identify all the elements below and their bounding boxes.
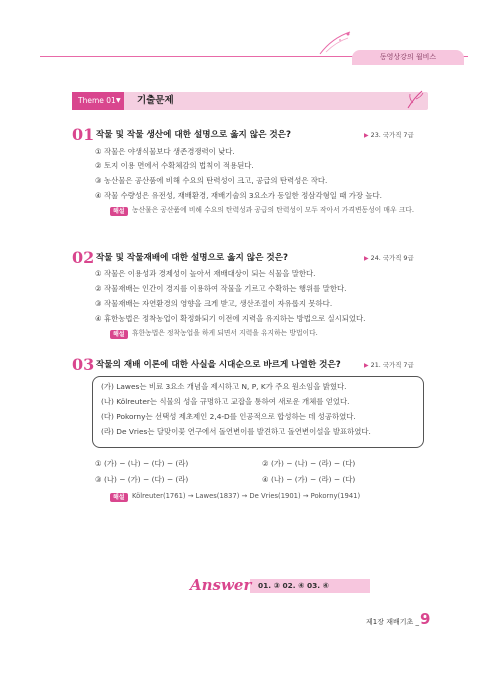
explanation-tag: 해설 bbox=[110, 329, 128, 338]
question-source: ▶ 21. 국가직 7급 bbox=[364, 361, 414, 369]
triangle-icon: ▼ bbox=[116, 97, 121, 104]
question-text: 작물 및 작물재배에 대한 설명으로 옳지 않은 것은? bbox=[96, 253, 288, 263]
option: ④ (나) − (가) − (라) − (다) bbox=[262, 475, 356, 484]
question-text: 작물 및 작물 생산에 대한 설명으로 옳지 않은 것은? bbox=[96, 130, 291, 140]
option: ③ (나) − (가) − (다) − (라) bbox=[95, 475, 189, 484]
explanation-tag: 해설 bbox=[110, 492, 128, 501]
question-text: 작물의 재배 이론에 대한 사실을 시대순으로 바르게 나열한 것은? bbox=[96, 360, 341, 370]
question-number: 03 bbox=[72, 355, 95, 374]
option: ② 작물재배는 인간이 경지를 이용하여 작물을 기르고 수확하는 행위를 말한다. bbox=[95, 284, 347, 293]
option: ③ 농산물은 공산품에 비해 수요의 탄력성이 크고, 공급의 탄력성은 작다. bbox=[95, 176, 328, 185]
question-source: ▶ 23. 국가직 7급 bbox=[364, 131, 414, 139]
option: ① (가) − (나) − (다) − (라) bbox=[95, 459, 189, 468]
explanation: 휴한농법은 정착농업을 하게 되면서 지력을 유지하는 방법이다. bbox=[132, 329, 318, 337]
answer-text: 01. ③ 02. ④ 03. ④ bbox=[258, 581, 329, 590]
answer-label: Answer bbox=[190, 576, 252, 594]
statement: (나) Kölreuter는 식물의 성을 규명하고 교잡을 통하여 새로운 개체를 얻었다. bbox=[101, 397, 350, 406]
option: ① 작물은 이용성과 경제성이 높아서 재배대상이 되는 식물을 말한다. bbox=[95, 269, 316, 278]
explanation-tag: 해설 bbox=[110, 206, 128, 215]
option: ④ 휴한농법은 정착농업이 확정화되기 이전에 지력을 유지하는 방법으로 실시되었다. bbox=[95, 314, 366, 323]
theme-title: 기출문제 bbox=[137, 95, 174, 106]
book-title: 동영상강의 월비스 bbox=[352, 50, 464, 65]
triangle-right-icon: ▶ bbox=[364, 132, 369, 139]
option: ④ 작물 수량성은 유전성, 재배환경, 재배기술의 3요소가 동일한 정삼각형일 때 가장 높다. bbox=[95, 191, 382, 200]
page-number: 9 bbox=[420, 610, 431, 628]
statement: (라) De Vries는 달맞이꽃 연구에서 돌연변이를 발견하고 돌연변이설을 발표하였다. bbox=[101, 427, 371, 436]
question-number: 02 bbox=[72, 248, 95, 267]
explanation: 농산물은 공산품에 비해 수요의 탄력성과 공급의 탄력성이 모두 작아서 가격변동성이 매우 크다. bbox=[132, 206, 414, 214]
theme-badge: Theme 01 bbox=[72, 92, 124, 110]
statement: (다) Pokorny는 선택성 제초제인 2,4-D를 인공적으로 합성하는 데 성공하였다. bbox=[101, 412, 356, 421]
leaf-icon bbox=[404, 88, 426, 110]
option: ① 작물은 야생식물보다 생존경쟁력이 낮다. bbox=[95, 147, 235, 156]
statement: (가) Lawes는 비료 3요소 개념을 제시하고 N, P, K가 주요 원소임을 밝혔다. bbox=[101, 382, 347, 391]
option: ② 토지 이용 면에서 수확체감의 법칙이 적용된다. bbox=[95, 161, 254, 170]
option: ② (가) − (나) − (라) − (다) bbox=[262, 459, 356, 468]
triangle-right-icon: ▶ bbox=[364, 255, 369, 262]
explanation: Kölreuter(1761) → Lawes(1837) → De Vries(1901) → Pokorny(1941) bbox=[132, 492, 361, 500]
theme-bar bbox=[72, 92, 428, 110]
question-number: 01 bbox=[72, 125, 95, 144]
chapter-label: 제1장 재배기초 _ bbox=[366, 618, 419, 626]
header-decoration-icon bbox=[318, 30, 352, 56]
option: ③ 작물재배는 자연환경의 영향을 크게 받고, 생산조절이 자유롭지 못하다. bbox=[95, 299, 333, 308]
triangle-right-icon: ▶ bbox=[364, 362, 369, 369]
question-source: ▶ 24. 국가직 9급 bbox=[364, 254, 414, 262]
